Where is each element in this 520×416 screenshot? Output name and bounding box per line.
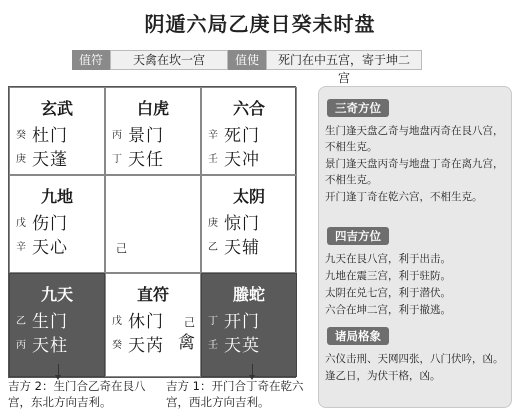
door-name: 开门 xyxy=(224,311,260,332)
section-line: 开门逢丁奇在乾六宫，不相生克。 xyxy=(325,191,483,203)
heaven-stem: 戊 xyxy=(112,315,122,327)
palace-god: 白虎 xyxy=(136,99,169,118)
arrow-icon xyxy=(58,364,59,376)
door-name: 景门 xyxy=(128,125,164,146)
palace-god: 九天 xyxy=(40,285,73,304)
palace-s xyxy=(105,273,201,377)
arrow-icon xyxy=(252,364,253,376)
star-name: 天英 xyxy=(224,335,260,356)
section-line: 九地在震三宫，利于驻防。 xyxy=(325,270,451,282)
heaven-stem: 辛 xyxy=(208,129,218,141)
section-title-siji: 四吉方位 xyxy=(327,227,389,245)
section-line: 九天在艮八宫，利于出击。 xyxy=(325,253,451,265)
palace-nw xyxy=(9,87,105,175)
heaven-stem: 丙 xyxy=(112,129,122,141)
door-name: 生门 xyxy=(32,311,68,332)
section-title-sanqi: 三奇方位 xyxy=(327,99,389,117)
door-name: 惊门 xyxy=(224,213,260,234)
door-name: 死门 xyxy=(224,125,260,146)
earth-stem: 乙 xyxy=(208,241,218,253)
heaven-stem: 乙 xyxy=(16,315,26,327)
section-line: 生门逢天盘乙奇与地盘丙奇在艮八宫，不相生克。 xyxy=(325,125,504,153)
extra-star: 禽 xyxy=(178,333,196,353)
palace-sw xyxy=(9,273,105,377)
door-name: 休门 xyxy=(128,311,164,332)
center-stem: 己 xyxy=(116,242,127,255)
earth-stem: 癸 xyxy=(112,339,122,351)
section-line: 逢乙日，为伏干格，凶。 xyxy=(325,370,441,382)
section-line: 六仪击刑、天网四张，八门伏吟，凶。 xyxy=(325,353,504,365)
note-label: 吉方 1： xyxy=(166,379,212,393)
zhifu-value: 天禽在坎一宫 xyxy=(110,50,228,70)
palace-god: 九地 xyxy=(40,187,73,206)
earth-stem: 丁 xyxy=(112,153,122,165)
palace-center xyxy=(105,175,201,273)
palace-god: 螣蛇 xyxy=(232,285,265,304)
info-panel xyxy=(318,86,512,408)
note-ji-fang-1 xyxy=(166,378,306,410)
star-name: 天芮 xyxy=(128,335,164,356)
door-name: 伤门 xyxy=(32,213,68,234)
palace-se xyxy=(201,273,297,377)
section-line: 六合在坤二宫，利于撤逃。 xyxy=(325,304,451,316)
section-body-sanqi xyxy=(325,123,505,206)
heaven-stem: 丁 xyxy=(208,315,218,327)
palace-god: 六合 xyxy=(232,99,265,118)
section-body-geju xyxy=(325,351,505,385)
palace-w xyxy=(9,175,105,273)
zhishi-label: 值使 xyxy=(228,50,266,70)
earth-stem: 丙 xyxy=(16,339,26,351)
extra-stem: 己 xyxy=(184,316,195,329)
heaven-stem: 戊 xyxy=(16,217,26,229)
palace-god: 玄武 xyxy=(40,99,73,118)
door-name: 杜门 xyxy=(32,125,68,146)
earth-stem: 壬 xyxy=(208,153,218,165)
earth-stem: 辛 xyxy=(16,241,26,253)
star-name: 天蓬 xyxy=(32,149,68,170)
section-line: 景门逢天盘丙奇与地盘丁奇在离九宫，不相生克。 xyxy=(325,158,504,186)
note-ji-fang-2 xyxy=(8,378,158,410)
page-title: 阴遁六局乙庚日癸未时盘 xyxy=(144,12,376,36)
palace-ne xyxy=(201,87,297,175)
note-text: 开门合丁奇在乾六宫，西北方向吉利。 xyxy=(166,379,304,409)
earth-stem: 壬 xyxy=(208,339,218,351)
zhifu-label: 值符 xyxy=(72,50,110,70)
star-name: 天柱 xyxy=(32,335,68,356)
palace-e xyxy=(201,175,297,273)
star-name: 天心 xyxy=(32,237,68,258)
earth-stem: 庚 xyxy=(16,153,26,165)
star-name: 天冲 xyxy=(224,149,260,170)
star-name: 天任 xyxy=(128,149,164,170)
info-bar xyxy=(72,50,422,85)
star-name: 天辅 xyxy=(224,237,260,258)
heaven-stem: 庚 xyxy=(208,217,218,229)
palace-god: 太阴 xyxy=(232,187,265,206)
section-body-siji xyxy=(325,251,505,319)
section-title-geju: 诸局格象 xyxy=(327,327,389,345)
palace-grid xyxy=(8,86,296,378)
note-text: 生门合乙奇在艮八宫，东北方向吉利。 xyxy=(8,379,146,409)
palace-n xyxy=(105,87,201,175)
palace-god: 直符 xyxy=(136,285,169,304)
section-line: 太阴在兑七宫，利于潜伏。 xyxy=(325,287,451,299)
note-label: 吉方 2： xyxy=(8,379,54,393)
heaven-stem: 癸 xyxy=(16,129,26,141)
zhishi-value: 死门在中五宫，寄于坤二宫 xyxy=(266,50,422,70)
